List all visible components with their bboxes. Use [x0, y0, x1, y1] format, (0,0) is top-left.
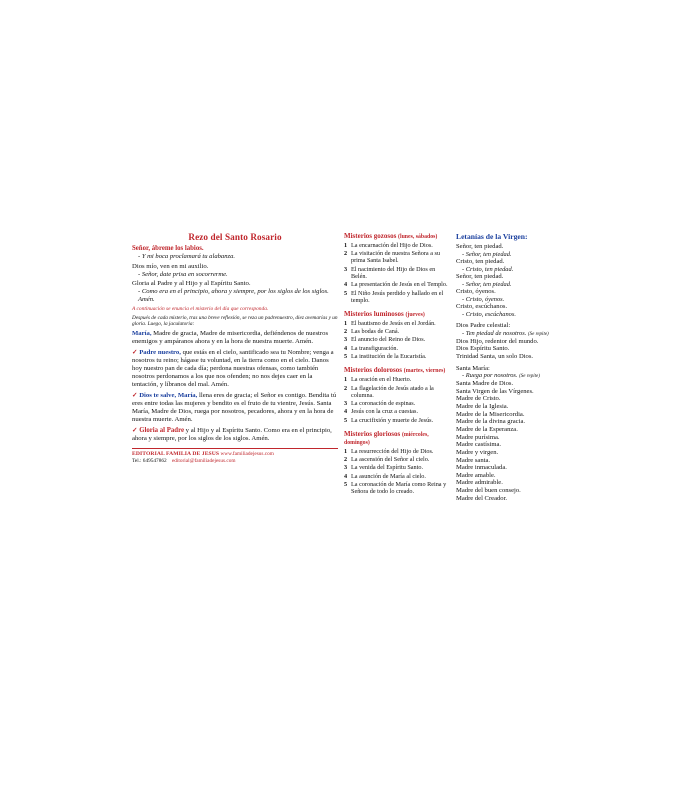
mystery-list: [344, 448, 451, 496]
column-mysteries: [344, 232, 456, 552]
litany-line: Santa Madre de Dios.: [456, 380, 514, 388]
list-item: 4 La asunción de María al cielo.: [344, 472, 426, 480]
prayer-padre-nuestro-text: que estás en el cielo, santificado sea tu Nombre; venga a nosotros tu reino; hágase tu voluntad, en la tierra como en el cielo. Danos hoy nuestro pan de cada día; perdona nuestras ofensas, como también nosotros perdonamos a los que nos ofenden; no nos dejes caer en la tentación, y líbranos del mal. Amén.: [132, 349, 334, 388]
rubric-2: Después de cada misterio, tras una breve reflexión, se reza un padrenuestro, diez avemarías y un gloria. Luego, la jaculatoria:: [132, 315, 338, 328]
list-item: 2 Las bodas de Caná.: [344, 328, 400, 336]
litany-line: Madre santa.: [456, 456, 491, 464]
list-item: 2 La flagelación de Jesús atado a la columna.: [344, 384, 434, 399]
litany-line: Cristo, óyenos.: [456, 288, 496, 296]
litany-line: Trinidad Santa, un solo Dios.: [456, 353, 534, 361]
gloria-response: - Como era en el principio, ahora y siempre, por los siglos de los siglos. Amén.: [138, 288, 329, 304]
footer-web[interactable]: www.familiadejesus.com: [220, 450, 274, 457]
list-item: 2 La ascensión del Señor al cielo.: [344, 456, 430, 464]
mystery-list: [344, 376, 451, 424]
prayer-gloria-al-padre: [132, 427, 338, 443]
litany-line: Dios Espíritu Santo.: [456, 345, 510, 353]
litany-line: Madre purísima.: [456, 433, 500, 441]
litany-response-note: (Se repite): [527, 331, 549, 337]
list-item: 3 La venida del Espíritu Santo.: [344, 464, 423, 472]
litany-line: Madre de la Iglesia.: [456, 403, 509, 411]
prayer-padre-nuestro-lead: Padre nuestro,: [139, 349, 181, 357]
mystery-days: (miércoles, domingos): [344, 431, 429, 446]
prayer-ave-maria: [132, 330, 338, 346]
footer-divider: [132, 448, 338, 449]
litany-line: Madre castísima.: [456, 441, 502, 449]
list-item: 5 La institución de la Eucaristía.: [344, 353, 427, 361]
litany-response: [456, 330, 568, 338]
rosary-leaflet: [132, 232, 568, 552]
prayer-dios-te-salve: [132, 392, 338, 424]
litany-response: - Cristo, ten piedad.: [462, 265, 514, 273]
opening-versicle-2-block: [132, 263, 338, 279]
litany-line: Señor, ten piedad.: [456, 273, 504, 281]
mystery-group-title: [344, 366, 451, 374]
litany-response: - Señor, ten piedad.: [462, 250, 512, 258]
list-item: 1 La oración en el Huerto.: [344, 376, 412, 384]
litany-line: Santa María:: [456, 364, 490, 372]
list-item: 2 La visitación de nuestra Señora a su prima Santa Isabel.: [344, 250, 441, 265]
list-item: 1 La resurrección del Hijo de Dios.: [344, 447, 434, 455]
mystery-group-gozosos: [344, 232, 451, 304]
list-item: 3 La coronación de espinas.: [344, 399, 416, 407]
litany-block-trinity: [456, 322, 568, 360]
footer-editorial: EDITORIAL FAMILIA DE JESUS: [132, 450, 220, 457]
footer-email[interactable]: editorial@familiadejesus.com: [171, 457, 236, 464]
litany-line: Madre de la Esperanza.: [456, 425, 518, 433]
mystery-group-luminosos: [344, 310, 451, 361]
litany-line: Señor, ten piedad.: [456, 243, 504, 250]
litany-response: - Señor, ten piedad.: [462, 280, 512, 288]
litany-line: Santa Virgen de las Vírgenes.: [456, 387, 534, 395]
litany-line: Madre del Creador.: [456, 494, 508, 502]
prayer-gloria-al-padre-text: y al Hijo y al Espíritu Santo. Como era en el principio, ahora y siempre, por los siglos de los siglos. Amén.: [132, 426, 332, 442]
litany-line: Dios Hijo, redentor del mundo.: [456, 337, 539, 345]
list-item: 3 El nacimiento del Hijo de Dios en Belén.: [344, 265, 436, 280]
opening-response-2: - Señor, date prisa en socorrerme.: [138, 270, 228, 278]
prayer-dios-te-salve-lead: Dios te salve, María,: [139, 391, 198, 399]
litany-response-note: (Se repite): [519, 374, 540, 380]
gloria-label: Gloria al Padre y al Hijo y al Espíritu Santo.: [132, 280, 251, 288]
litany-response: - Cristo, óyenos.: [462, 295, 505, 303]
litany-line: Madre y virgen.: [456, 448, 499, 456]
mystery-list: [344, 320, 451, 361]
prayer-ave-maria-text: Madre de gracia, Madre de misericordia, defiéndenos de nuestros enemigos y ampáranos ahora y en la hora de nuestra muerte. Amén.: [132, 330, 329, 346]
mystery-list: [344, 242, 451, 304]
litany-line: Madre amable.: [456, 471, 496, 479]
mystery-title-text: Misterios gloriosos: [344, 429, 401, 438]
litany-line: Madre de la Misericordia.: [456, 410, 525, 418]
litany-block-marian: [456, 365, 568, 503]
mystery-title-text: Misterios luminosos: [344, 309, 404, 318]
prayer-gloria-al-padre-lead: Gloria al Padre: [139, 426, 184, 434]
check-icon: ✓: [132, 426, 140, 434]
litany-line: Cristo, ten piedad.: [456, 258, 505, 266]
check-icon: ✓: [132, 349, 140, 357]
footer-phone: Tel.: 649547862: [132, 457, 167, 464]
litany-line: Madre de la divina gracia.: [456, 418, 526, 426]
list-item: 3 El anuncio del Reino de Dios.: [344, 336, 426, 344]
check-icon: ✓: [132, 391, 140, 399]
litany-line: Madre inmaculada.: [456, 464, 507, 472]
litany-response: [456, 372, 568, 380]
mystery-group-title: [344, 430, 451, 446]
list-item: 1 La encarnación del Hijo de Dios.: [344, 242, 433, 249]
litany-line: Madre admirable.: [456, 479, 503, 487]
litany-response-text: - Ruega por nosotros.: [462, 372, 518, 380]
mystery-group-dolorosos: [344, 366, 451, 424]
list-item: 1 El bautismo de Jesús en el Jordán.: [344, 319, 436, 327]
litany-line: Madre de Cristo.: [456, 395, 501, 403]
rubric-1: A continuación se enuncia el misterio del día que corresponda.: [132, 305, 269, 312]
list-item: 4 La presentación de Jesús en el Templo.: [344, 281, 448, 289]
mystery-days: (martes, viernes): [403, 368, 446, 375]
prayer-ave-maria-lead: María,: [132, 330, 152, 338]
opening-versicle-1: Señor, ábreme los labios.: [132, 245, 204, 252]
mystery-title-text: Misterios gozosos: [344, 232, 397, 240]
opening-versicle-2: Dios mío, ven en mi auxilio.: [132, 262, 209, 270]
list-item: 5 La crucifixión y muerte de Jesús.: [344, 416, 434, 424]
mystery-days: (lunes, sábados): [398, 234, 438, 240]
mystery-group-title: [344, 232, 451, 240]
mystery-days: (jueves): [405, 311, 425, 318]
litany-heading: Letanías de la Virgen:: [456, 232, 528, 241]
column-prayers: [132, 232, 344, 552]
column-litany: [456, 232, 568, 552]
gloria-block: [132, 280, 338, 303]
mystery-group-title: [344, 310, 451, 318]
litany-response-text: - Ten piedad de nosotros.: [462, 329, 527, 337]
list-item: 4 La transfiguración.: [344, 344, 399, 352]
list-item: 4 Jesús con la cruz a cuestas.: [344, 408, 419, 416]
litany-block-kyrie: [456, 243, 568, 318]
mystery-title-text: Misterios dolorosos: [344, 366, 403, 375]
opening-versicle-1-block: [132, 245, 338, 261]
mystery-group-gloriosos: [344, 430, 451, 496]
litany-line: Madre del buen consejo.: [456, 487, 521, 495]
list-item: 5 La coronación de María como Reina y Señora de todo lo creado.: [344, 481, 447, 496]
litany-response: - Cristo, escúchanos.: [462, 310, 516, 318]
prayer-padre-nuestro: [132, 349, 338, 389]
litany-line: Cristo, escúchanos.: [456, 303, 508, 311]
opening-response-1: - Y mi boca proclamará tu alabanza.: [138, 253, 236, 261]
list-item: 5 El Niño Jesús perdido y hallado en el templo.: [344, 289, 444, 304]
page-title: Rezo del Santo Rosario: [188, 232, 282, 242]
litany-line: Dios Padre celestial:: [456, 322, 511, 330]
footer: [132, 448, 338, 465]
prayer-dios-te-salve-text: llena eres de gracia; el Señor es contigo. Bendita tú eres entre todas las mujeres y bendito es el fruto de tu vientre, Jesús. Santa María, Madre de Dios, ruega por nosotros, pecadores, ahora y en la hora de nuestra muerte. Amén.: [132, 391, 337, 423]
